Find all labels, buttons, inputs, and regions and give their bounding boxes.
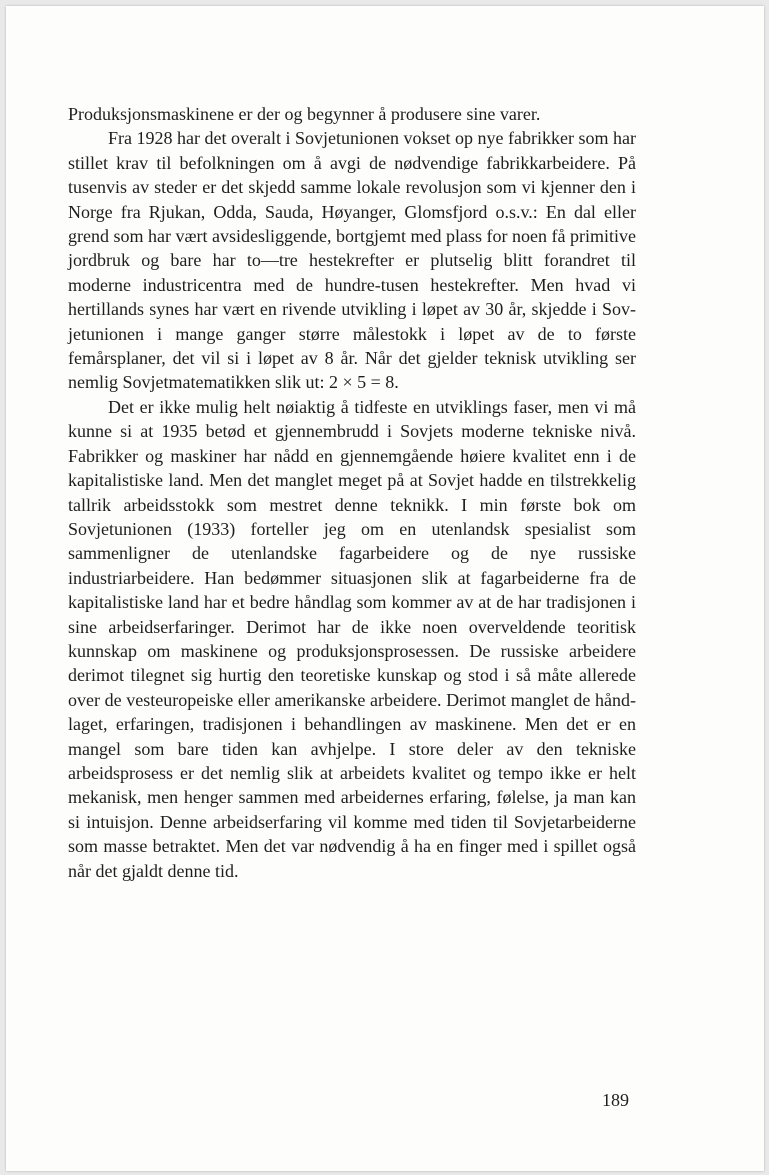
book-page	[6, 6, 764, 1171]
page-number: 189	[602, 1090, 629, 1110]
paragraph-3: Det er ikke mulig helt nøiaktig å tidfeste en utviklings faser, men vi må kunne si at 1935 betød et gjennembrudd i Sovjets moderne tekniske nivå. Fabrikker og maskiner har nådd en gjennemgående høiere kvalitet enn i de kapitalistiske land. Men det manglet meget på at Sovjet hadde en tilstrekkelig tallrik arbeidsstokk som mestret denne teknikk. I min første bok om Sovjetunionen (1933) forteller jeg om en utenlandsk spesialist som sammenligner de utenlandske fagarbeidere og de nye russiske industriarbeidere. Han bedømmer situasjonen slik at fagarbeiderne fra de kapitalistiske land har et bedre håndlag som kommer av at de har tradisjonen i sine arbeidserfaringer. Derimot har de ikke noen overveldende teoritisk kunnskap om maskinene og produksjonsprosessen. De russiske arbeidere derimot tilegnet sig hurtig den teoretiske kunskap og stod i så måte allerede over de vesteuropeiske eller amerikanske arbeidere. Derimot manglet de håndlaget, erfaringen, tradisjonen i behandlingen av maskinene. Men det er en mangel som bare tiden kan avhjelpe. I store deler av den tekniske arbeidsprosess er det nemlig slik at arbeidets kvalitet og tempo ikke er helt mekanisk, men henger sammen med arbeidernes erfaring, følelse, ja man kan si intuisjon. Denne arbeidserfaring vil komme med tiden til Sovjetarbeiderne som masse betraktet. Men det var nødvendig å ha en finger med i spillet også når det gjaldt denne tid.	[68, 396, 636, 881]
body-text	[68, 102, 636, 883]
paragraph-1: Produksjonsmaskinene er der og begynner å produsere sine varer.	[68, 104, 541, 124]
paragraph-2: Fra 1928 har det overalt i Sovjetunionen vokset op nye fabrikker som har stillet krav til befolkningen om å avgi de nødvendige fabrikkarbeidere. På tusenvis av steder er det skjedd samme lokale revolusjon som vi kjenner den i Norge fra Rjukan, Odda, Sauda, Høyanger, Glomsfjord o.s.v.: En dal eller grend som har vært avsidesliggende, bortgjemt med plass for noen få primitive jordbruk og bare har to—tre hestekrefter er plutselig blitt forandret til moderne industricentra med de hundre-tusen hestekrefter. Men hvad vi hertillands synes har vært en rivende utvikling i løpet av 30 år, skjedde i Sovjetunionen i mange ganger større målestokk i løpet av de to første femårsplaner, det vil si i løpet av 8 år. Når det gjelder teknisk utvikling ser nemlig Sovjetmatematikken slik ut: 2 × 5 = 8.	[68, 128, 636, 393]
